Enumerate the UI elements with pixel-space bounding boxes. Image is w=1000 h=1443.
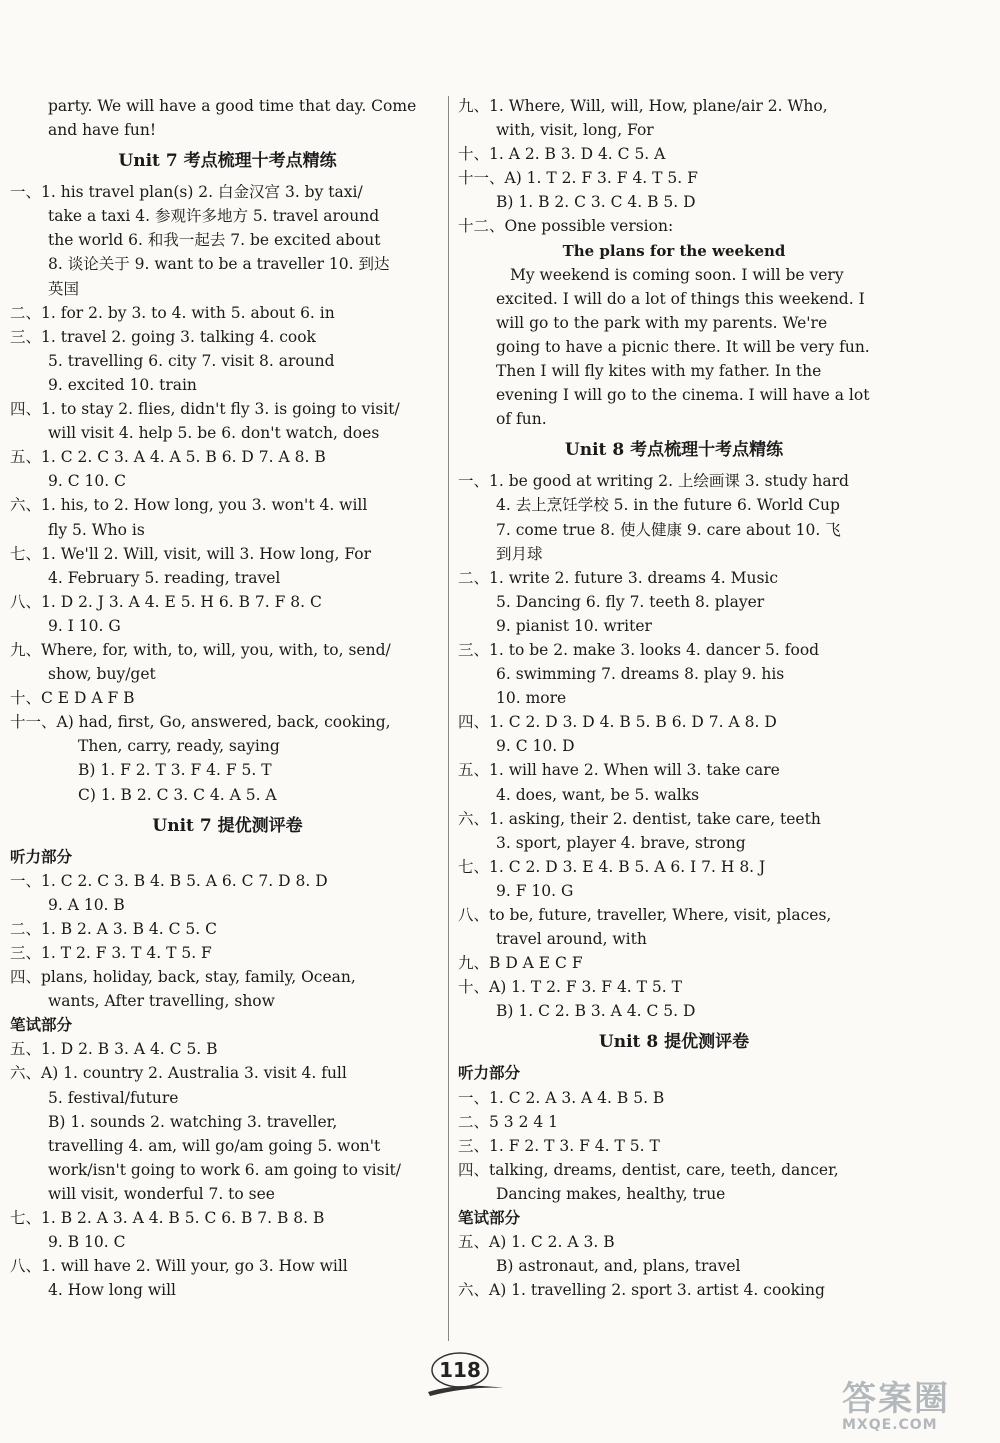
answer-line: 四、plans, holiday, back, stay, family, Ocean, — [10, 968, 356, 987]
answer-line: travel around, with — [496, 930, 647, 949]
page-number-badge — [420, 1352, 510, 1402]
answer-line: 4. How long will — [48, 1281, 177, 1300]
answer-line: Then I will fly kites with my father. In the — [496, 362, 822, 381]
answer-line: party. We will have a good time that day. Come — [48, 97, 417, 115]
answer-line: 一、1. be good at writing 2. 上绘画课 3. study hard — [458, 472, 849, 491]
answer-line: 7. come true 8. 使人健康 9. care about 10. 飞 — [496, 520, 841, 539]
answer-line: 四、1. C 2. D 3. D 4. B 5. B 6. D 7. A 8. D — [458, 713, 777, 732]
answer-line: B) 1. B 2. C 3. C 4. B 5. D — [496, 193, 696, 212]
answer-line: 9. C 10. D — [496, 737, 575, 756]
answer-line: B) 1. C 2. B 3. A 4. C 5. D — [496, 1002, 696, 1021]
answer-line: 九、B D A E C F — [458, 954, 583, 973]
answer-line: B) 1. sounds 2. watching 3. traveller, — [48, 1112, 338, 1131]
answer-line: 十、C E D A F B — [10, 689, 135, 708]
answer-line: 九、Where, for, with, to, will, you, with, to, send/ — [10, 640, 391, 659]
answer-line: 二、5 3 2 4 1 — [458, 1112, 559, 1131]
answer-line: the world 6. 和我一起去 7. be excited about — [48, 231, 381, 250]
answer-line: C) 1. B 2. C 3. C 4. A 5. A — [78, 785, 277, 804]
answer-line: 9. C 10. C — [48, 472, 126, 491]
answer-line: fly 5. Who is — [48, 520, 145, 539]
answer-line: 二、1. B 2. A 3. B 4. C 5. C — [10, 919, 217, 938]
answer-line: will visit 4. help 5. be 6. don't watch, does — [48, 424, 380, 443]
answer-line: wants, After travelling, show — [48, 992, 275, 1011]
answer-line: will go to the park with my parents. We're — [496, 313, 828, 332]
answer-line: 七、1. C 2. D 3. E 4. B 5. A 6. I 7. H 8. J — [458, 857, 766, 876]
section-heading: 听力部分 — [10, 846, 73, 866]
answer-line: 五、1. D 2. B 3. A 4. C 5. B — [10, 1040, 218, 1059]
answer-line: 五、1. C 2. C 3. A 4. A 5. B 6. D 7. A 8. B — [10, 448, 326, 467]
answer-line: 9. F 10. G — [496, 881, 574, 900]
answer-line: 六、1. his, to 2. How long, you 3. won't 4. will — [10, 496, 368, 515]
answer-line: 一、1. C 2. C 3. B 4. B 5. A 6. C 7. D 8. D — [10, 871, 328, 890]
answer-line: 5. festival/future — [48, 1088, 179, 1107]
answer-line: My weekend is coming soon. I will be very — [510, 265, 844, 284]
answer-line: 三、1. F 2. T 3. F 4. T 5. T — [458, 1136, 660, 1155]
answer-line: and have fun! — [48, 121, 157, 140]
right-column — [458, 94, 890, 1302]
answer-line: 5. Dancing 6. fly 7. teeth 8. player — [496, 592, 765, 611]
section-heading: 笔试部分 — [10, 1015, 73, 1035]
answer-line: 4. 去上烹饪学校 5. in the future 6. World Cup — [496, 496, 840, 515]
answer-line: B) 1. F 2. T 3. F 4. F 5. T — [78, 761, 272, 780]
answer-line: 三、1. travel 2. going 3. talking 4. cook — [10, 327, 316, 346]
answer-line: 9. B 10. C — [48, 1233, 126, 1252]
section-heading: Unit 8 考点梳理十考点精练 — [564, 440, 784, 461]
answer-line: 十二、One possible version: — [458, 217, 674, 236]
answer-line: 8. 谈论关于 9. want to be a traveller 10. 到达 — [48, 255, 390, 274]
section-heading: Unit 7 考点梳理十考点精练 — [118, 151, 337, 172]
answer-line: 6. swimming 7. dreams 8. play 9. his — [496, 665, 785, 684]
answer-line: 一、1. his travel plan(s) 2. 白金汉宫 3. by taxi/ — [10, 183, 363, 202]
answer-line: 八、1. will have 2. Will your, go 3. How will — [10, 1257, 348, 1276]
answer-line: B) astronaut, and, plans, travel — [496, 1257, 741, 1276]
section-heading: Unit 7 提优测评卷 — [152, 815, 303, 836]
answer-line: 十一、A) had, first, Go, answered, back, cooking, — [10, 713, 391, 732]
answer-line: 9. I 10. G — [48, 616, 121, 635]
answer-line: 10. more — [496, 689, 567, 708]
answer-line: 4. does, want, be 5. walks — [496, 785, 700, 804]
answer-line: 十、1. A 2. B 3. D 4. C 5. A — [458, 145, 666, 164]
answer-line: Then, carry, ready, saying — [78, 737, 280, 756]
answer-line: 5. travelling 6. city 7. visit 8. around — [48, 351, 335, 370]
answer-line: 3. sport, player 4. brave, strong — [496, 833, 746, 852]
answer-line: evening I will go to the cinema. I will have a lot — [496, 386, 870, 405]
answer-line: 十、A) 1. T 2. F 3. F 4. T 5. T — [458, 978, 682, 997]
answer-line: will visit, wonderful 7. to see — [48, 1184, 275, 1203]
answer-line: show, buy/get — [48, 665, 156, 684]
column-divider — [448, 96, 449, 1341]
answer-line: 英国 — [48, 279, 80, 298]
answer-line: take a taxi 4. 参观许多地方 5. travel around — [48, 207, 380, 226]
answer-line: 9. excited 10. train — [48, 375, 197, 394]
answer-line: 到月球 — [496, 544, 543, 563]
answer-line: 六、A) 1. country 2. Australia 3. visit 4. full — [10, 1064, 347, 1083]
answer-line: 六、1. asking, their 2. dentist, take care, teeth — [458, 809, 821, 828]
answer-line: 四、talking, dreams, dentist, care, teeth, dancer, — [458, 1160, 839, 1179]
answer-line: 八、to be, future, traveller, Where, visit, places, — [458, 906, 832, 924]
answer-line: 四、1. to stay 2. flies, didn't fly 3. is going to visit/ — [10, 400, 400, 419]
answer-line: 9. A 10. B — [48, 895, 125, 914]
answer-line: of fun. — [496, 410, 547, 429]
answer-line: 4. February 5. reading, travel — [48, 568, 281, 587]
answer-line: 九、1. Where, Will, will, How, plane/air 2. Who, — [458, 97, 828, 115]
answer-line: travelling 4. am, will go/am going 5. won't — [48, 1136, 381, 1155]
watermark-en: MXQE.COM — [842, 1417, 938, 1433]
answer-line: Dancing makes, healthy, true — [496, 1184, 726, 1203]
answer-line: 五、1. will have 2. When will 3. take care — [458, 761, 780, 780]
answer-line: 七、1. We'll 2. Will, visit, will 3. How long, For — [10, 544, 371, 563]
answer-line: 十一、A) 1. T 2. F 3. F 4. T 5. F — [458, 169, 698, 188]
answer-line: 9. pianist 10. writer — [496, 616, 652, 635]
answer-line: work/isn't going to work 6. am going to visit/ — [48, 1160, 401, 1179]
section-heading: Unit 8 提优测评卷 — [598, 1032, 750, 1053]
answer-line: 三、1. to be 2. make 3. looks 4. dancer 5. food — [458, 640, 820, 659]
answer-line: with, visit, long, For — [496, 121, 654, 140]
answer-line: 二、1. for 2. by 3. to 4. with 5. about 6. in — [10, 303, 335, 322]
answer-line: going to have a picnic there. It will be very fun. — [496, 337, 870, 356]
answer-line: 五、A) 1. C 2. A 3. B — [458, 1233, 615, 1252]
answer-line: excited. I will do a lot of things this weekend. I — [496, 289, 865, 308]
watermark-logo — [842, 1381, 992, 1431]
answer-line: 一、1. C 2. A 3. A 4. B 5. B — [458, 1088, 665, 1107]
left-column — [10, 94, 445, 1302]
section-heading: 笔试部分 — [458, 1208, 521, 1228]
answer-line: 八、1. D 2. J 3. A 4. E 5. H 6. B 7. F 8. C — [10, 592, 322, 611]
answer-line: 二、1. write 2. future 3. dreams 4. Music — [458, 568, 779, 587]
watermark-cn: 答案圈 — [842, 1379, 950, 1419]
section-heading: 听力部分 — [458, 1063, 521, 1083]
answer-line: 三、1. T 2. F 3. T 4. T 5. F — [10, 944, 212, 962]
page-number: 118 — [439, 1358, 481, 1382]
answer-line: 七、1. B 2. A 3. A 4. B 5. C 6. B 7. B 8. B — [10, 1209, 325, 1228]
section-heading: The plans for the weekend — [562, 241, 786, 260]
answer-line: 六、A) 1. travelling 2. sport 3. artist 4. cooking — [458, 1281, 825, 1300]
